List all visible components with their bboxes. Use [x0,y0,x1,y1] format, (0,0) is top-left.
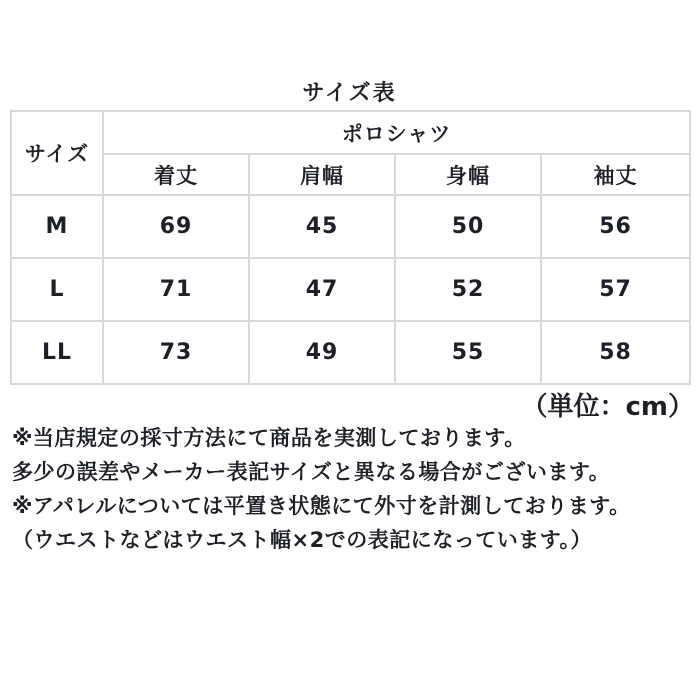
size-label-ll: LL [11,321,103,384]
column-header-body-length: 着丈 [103,154,249,195]
value-ll-shoulder-width: 49 [249,321,395,384]
size-label-m: M [11,195,103,258]
value-m-sleeve-length: 56 [541,195,690,258]
measurement-notes [12,421,692,557]
table-row-m [11,195,690,258]
unit-label: （単位：cm） [521,392,694,422]
table-header-row-measures [11,154,690,195]
column-header-size: サイズ [11,111,103,195]
value-l-body-width: 52 [395,258,541,321]
page-title: サイズ表 [302,81,397,106]
column-header-body-width: 身幅 [395,154,541,195]
value-l-shoulder-width: 47 [249,258,395,321]
note-flat-measurement: ※アパレルについては平置き状態にて外寸を計測しております。 [12,494,631,518]
note-waist-notation: （ウエストなどはウエスト幅×2での表記になっています。） [12,528,593,552]
note-size-variance: 多少の誤差やメーカー表記サイズと異なる場合がございます。 [12,460,611,484]
value-m-body-length: 69 [103,195,249,258]
note-measurement-method: ※当店規定の採寸方法にて商品を実測しております。 [12,426,526,450]
column-header-shoulder-width: 肩幅 [249,154,395,195]
value-ll-body-width: 55 [395,321,541,384]
column-header-sleeve-length: 袖丈 [541,154,690,195]
value-l-sleeve-length: 57 [541,258,690,321]
table-row-ll [11,321,690,384]
table-row-l [11,258,690,321]
value-m-body-width: 50 [395,195,541,258]
value-ll-body-length: 73 [103,321,249,384]
size-label-l: L [11,258,103,321]
value-l-body-length: 71 [103,258,249,321]
value-m-shoulder-width: 45 [249,195,395,258]
size-table [10,110,691,385]
column-header-product: ポロシャツ [103,111,690,154]
table-header-row-product [11,111,690,154]
value-ll-sleeve-length: 58 [541,321,690,384]
